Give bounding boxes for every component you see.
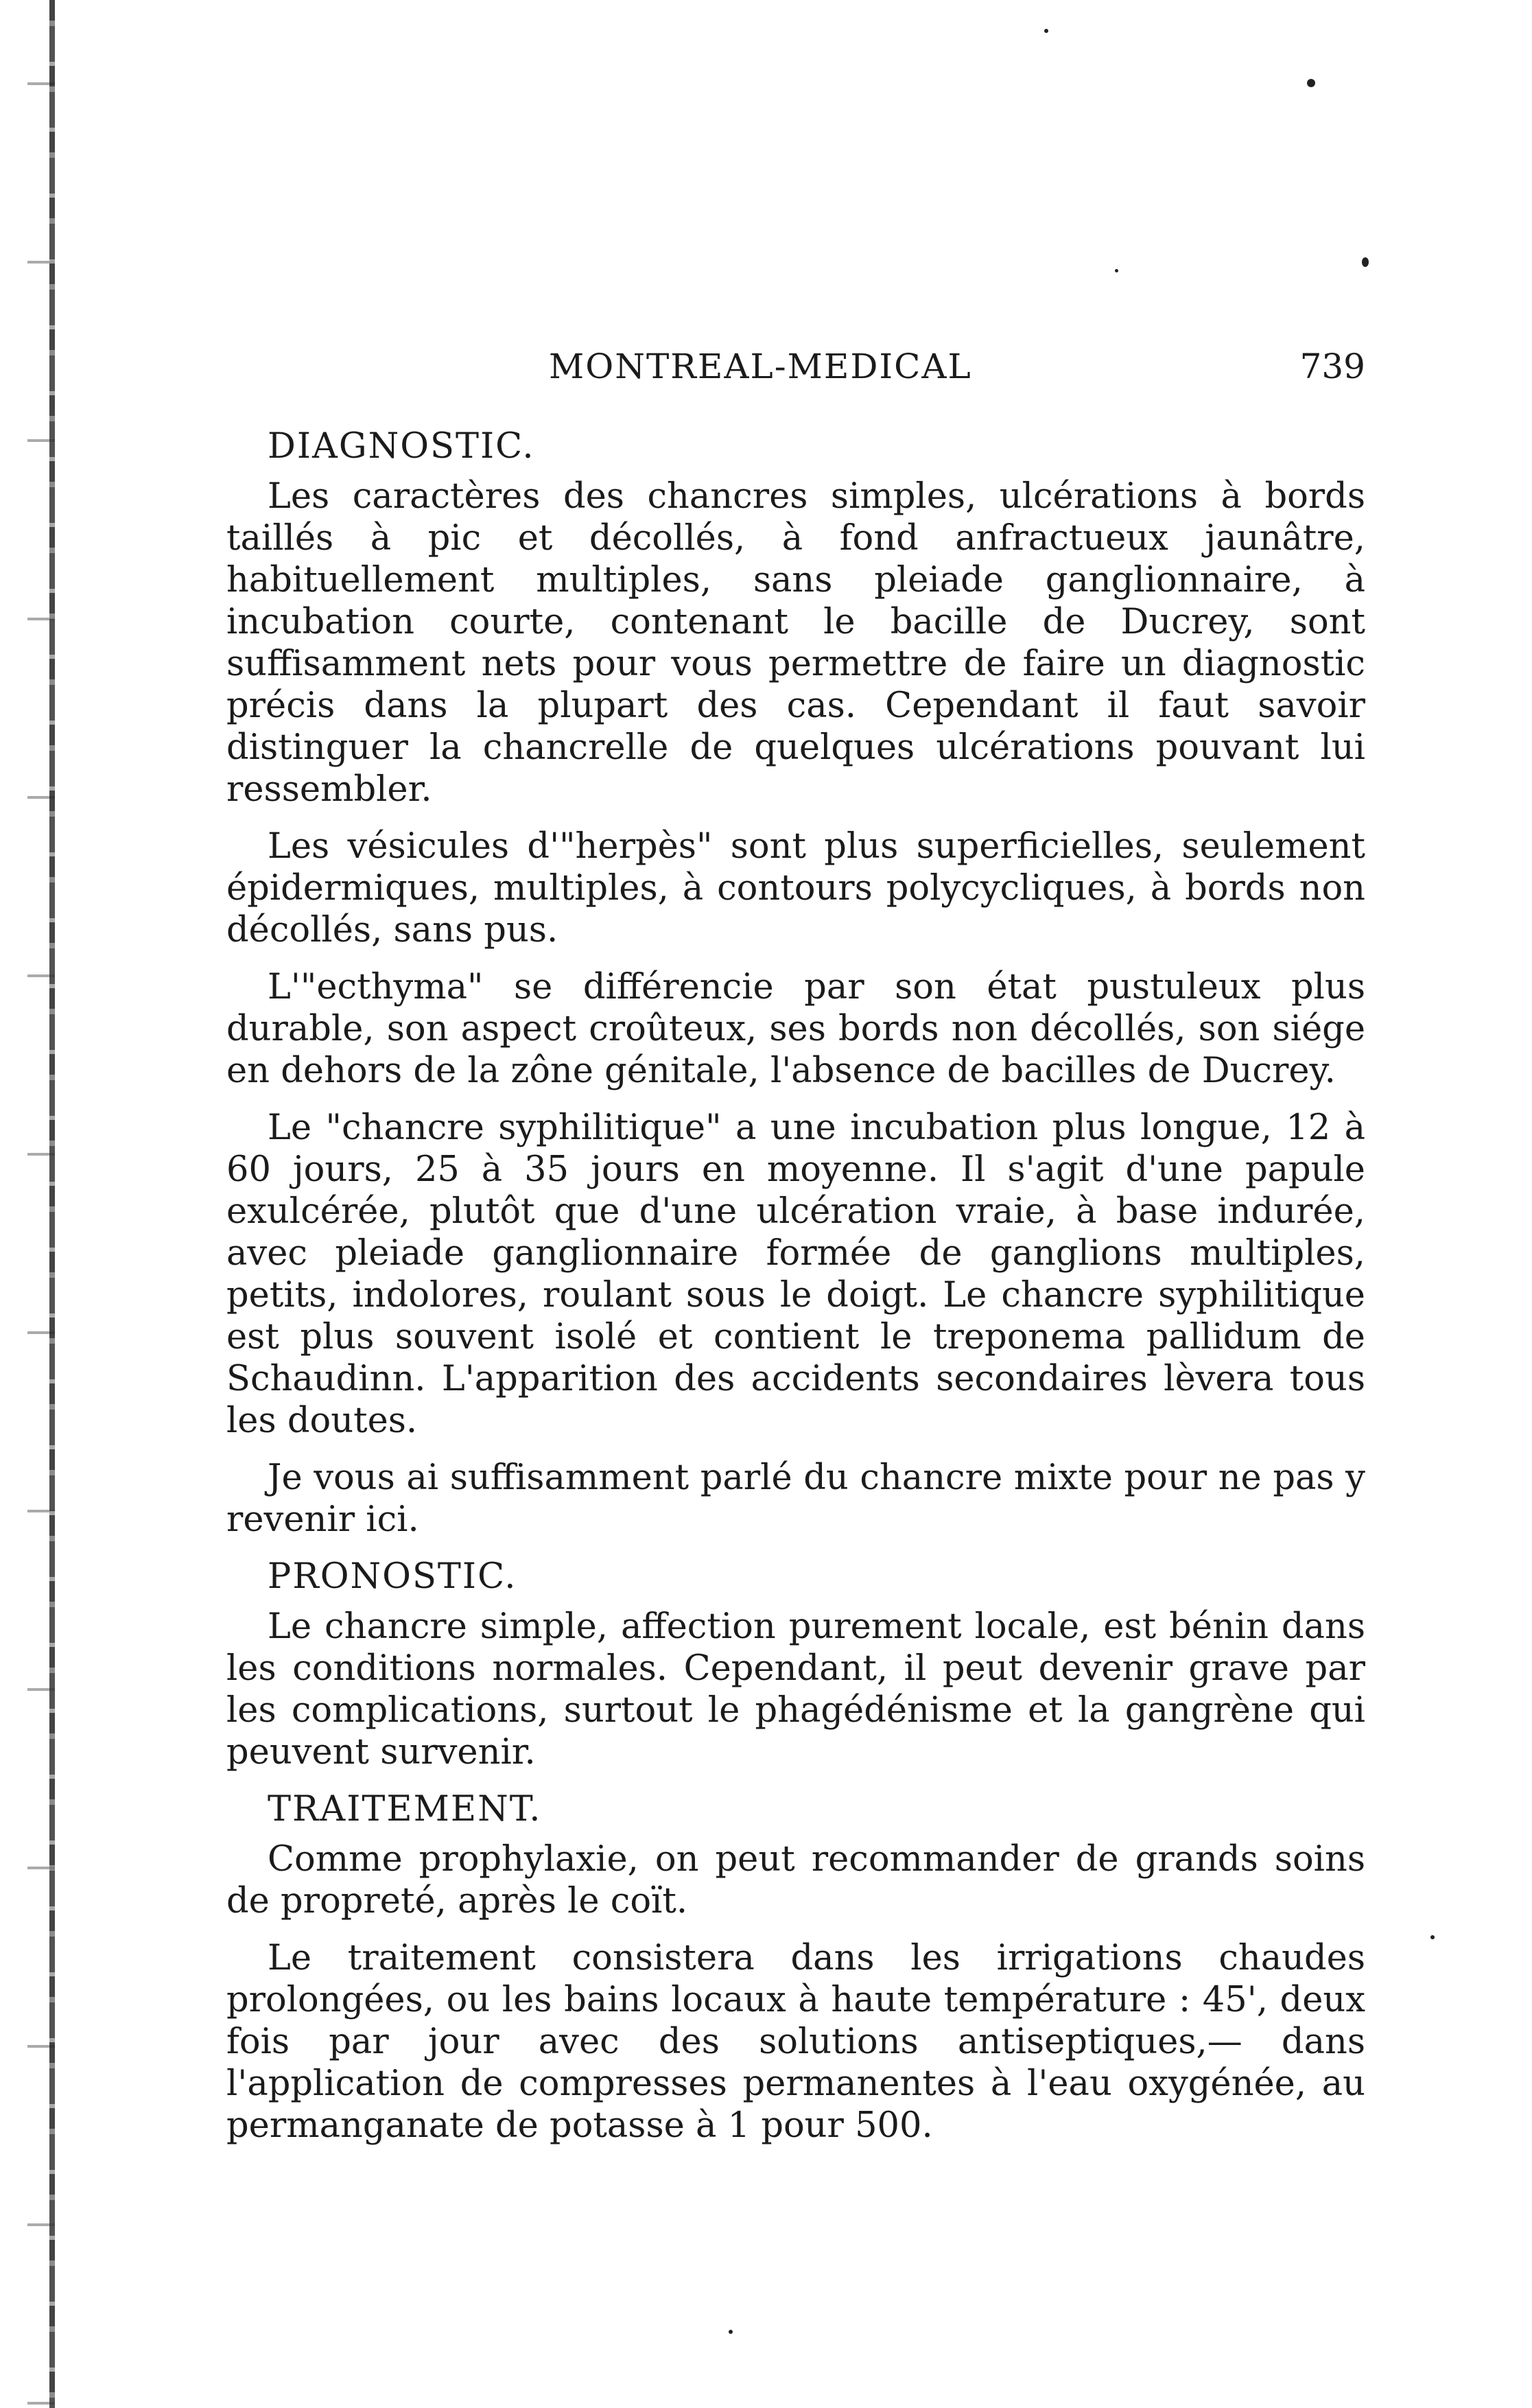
scan-speck bbox=[1430, 1935, 1435, 1939]
paragraph: Comme prophylaxie, on peut recommander de grands soins de propreté, après le coït. bbox=[226, 1839, 1365, 1921]
scan-speck bbox=[1362, 257, 1369, 267]
scan-binding-edge bbox=[49, 0, 55, 2408]
section-traitement bbox=[226, 1788, 1365, 2147]
page-number: 739 bbox=[1299, 347, 1365, 386]
paragraph: Les caractères des chancres simples, ulcérations à bords taillés à pic et décollés, à fond anfractueux jaunâtre, habituellement multiples, sans pleiade ganglionnaire, à incubation courte, contenant le bacille de Ducrey, sont suffisamment nets pour vous permettre de faire un diagnostic précis dans la plupart des cas. Cependant il faut savoir distinguer la chancrelle de quelques ulcérations pouvant lui ressembler. bbox=[226, 476, 1365, 810]
paragraph: Je vous ai suffisamment parlé du chancre mixte pour ne pas y revenir ici. bbox=[226, 1458, 1365, 1540]
scan-speck bbox=[729, 2330, 733, 2334]
running-head bbox=[226, 347, 1365, 395]
section-diagnostic bbox=[226, 425, 1365, 1541]
section-pronostic bbox=[226, 1556, 1365, 1773]
paragraph: Le "chancre syphilitique" a une incubation plus longue, 12 à 60 jours, 25 à 35 jours en moyenne. Il s'agit d'une papule exulcérée, plutôt que d'une ulcération vraie, à base indurée, avec pleiade ganglionnaire formée de ganglions multiples, petits, indolores, roulant sous le doigt. Le chancre syphilitique est plus souvent isolé et contient le treponema pallidum de Schaudinn. L'apparition des accidents secondaires lèvera tous les doutes. bbox=[226, 1108, 1365, 1441]
paragraph: Le traitement consistera dans les irrigations chaudes prolongées, ou les bains locaux à haute température : 45', deux fois par jour avec des solutions antiseptiques,— dans l'application de compresses permanentes à l'eau oxygénée, au permanganate de potasse à 1 pour 500. bbox=[226, 1938, 1365, 2146]
section-heading: PRONOSTIC. bbox=[268, 1556, 517, 1597]
paragraph: Le chancre simple, affection purement locale, est bénin dans les conditions normales. Cependant, il peut devenir grave par les complications, surtout le phagédénisme et la gangrène qui peuvent survenir. bbox=[226, 1606, 1365, 1773]
scan-speck bbox=[1307, 79, 1315, 87]
scan-speck bbox=[1044, 29, 1048, 33]
section-heading: TRAITEMENT. bbox=[268, 1789, 542, 1830]
section-heading: DIAGNOSTIC. bbox=[268, 426, 535, 467]
paragraph: Les vésicules d'"herpès" sont plus superficielles, seulement épidermiques, multiples, à contours polycycliques, à bords non décollés, sans pus. bbox=[226, 826, 1365, 950]
article-body bbox=[226, 425, 1365, 2162]
scan-speck bbox=[1115, 269, 1118, 272]
running-title: MONTREAL-MEDICAL bbox=[549, 347, 972, 386]
paragraph: L'"ecthyma" se différencie par son état pustuleux plus durable, son aspect croûteux, ses bords non décollés, son siége en dehors de la zône génitale, l'absence de bacilles de Ducrey. bbox=[226, 967, 1365, 1091]
